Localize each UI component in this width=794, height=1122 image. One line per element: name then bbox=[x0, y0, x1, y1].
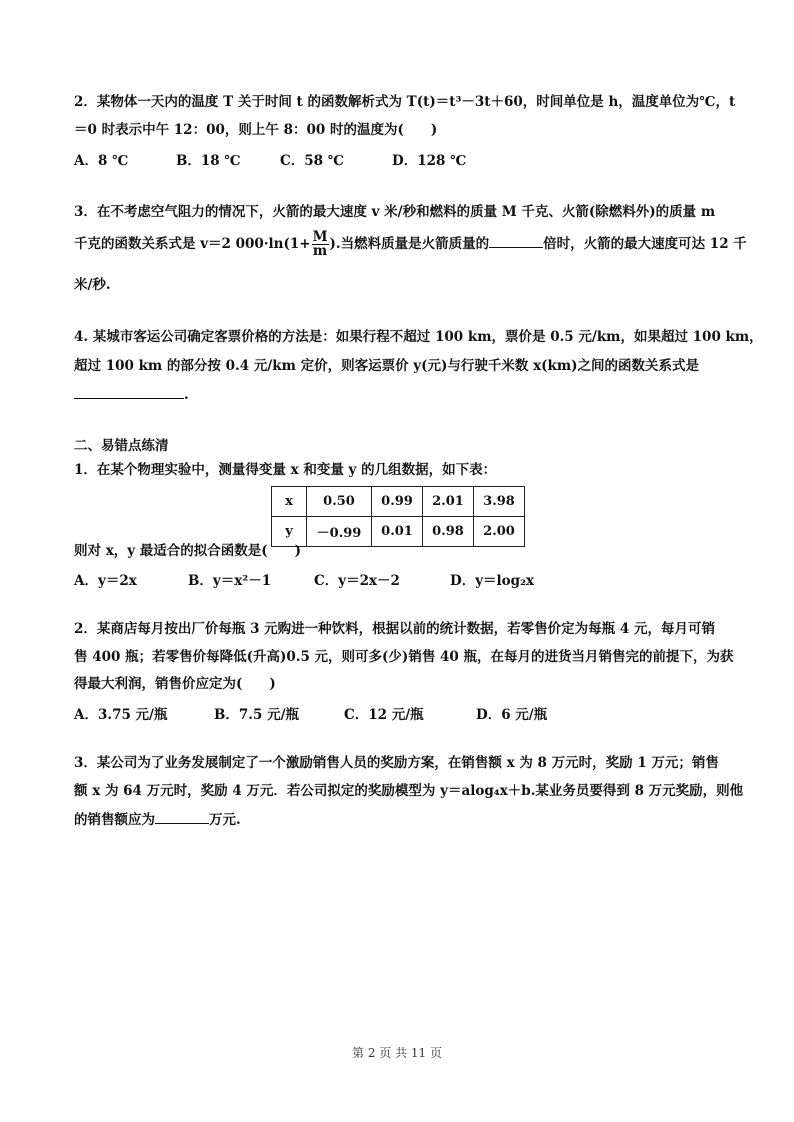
table-cell: 0.01 bbox=[372, 517, 423, 547]
page-footer: 第 2 页 共 11 页 bbox=[352, 1046, 442, 1060]
p2-option-d: D．6 元/瓶 bbox=[476, 707, 548, 723]
p3-line2: 额 x 为 64 万元时，奖励 4 万元．若公司拟定的奖励模型为 y＝alog₄x＋b.某业务员要得到 8 万元奖励，则他 bbox=[74, 783, 744, 799]
table-cell: y bbox=[272, 517, 307, 547]
table-cell: 0.99 bbox=[372, 487, 423, 517]
q2-option-a: A．8 ℃ bbox=[74, 153, 129, 169]
q2-option-d: D．128 ℃ bbox=[392, 153, 467, 169]
q2-line2: ＝0 时表示中午 12：00，则上午 8：00 时的温度为( ) bbox=[74, 122, 438, 138]
q2-line1: 2．某物体一天内的温度 T 关于时间 t 的函数解析式为 T(t)＝t³－3t＋60，时间单位是 h，温度单位为℃，t bbox=[74, 94, 736, 110]
table-cell: 2.01 bbox=[423, 487, 474, 517]
answer-blank bbox=[74, 384, 184, 399]
p3-line3-post: 万元. bbox=[209, 812, 241, 828]
data-table bbox=[271, 486, 525, 547]
p2-option-c: C．12 元/瓶 bbox=[344, 707, 424, 723]
q3-line1: 3．在不考虑空气阻力的情况下，火箭的最大速度 v 米/秒和燃料的质量 M 千克、火箭(除燃料外)的质量 m bbox=[74, 204, 716, 220]
fraction-denominator: m bbox=[312, 243, 328, 259]
p1-option-b: B．y＝x²－1 bbox=[188, 573, 272, 589]
p2-line3: 得最大利润，销售价应定为( ) bbox=[74, 676, 276, 692]
q4-line2: 超过 100 km 的部分按 0.4 元/km 定价，则客运票价 y(元)与行驶千米数 x(km)之间的函数关系式是 bbox=[74, 358, 700, 374]
p3-line1: 3．某公司为了业务发展制定了一个激励销售人员的奖励方案，在销售额 x 为 8 万元时，奖励 1 万元；销售 bbox=[74, 755, 719, 771]
table-row bbox=[272, 487, 525, 517]
p1-option-d: D．y＝log₂x bbox=[450, 573, 535, 589]
q3-line2-end: 倍时，火箭的最大速度可达 12 千 bbox=[543, 236, 747, 252]
table-cell: 3.98 bbox=[474, 487, 525, 517]
section-title: 二、易错点练清 bbox=[74, 438, 169, 454]
q4-line3-end: . bbox=[184, 387, 189, 403]
p1-option-a: A．y＝2x bbox=[74, 573, 137, 589]
table-row bbox=[272, 517, 525, 547]
p3-line3-pre: 的销售额应为 bbox=[74, 812, 155, 828]
mass-ratio-fraction bbox=[312, 231, 329, 258]
p2-line1: 2．某商店每月按出厂价每瓶 3 元购进一种饮料，根据以前的统计数据，若零售价定为每瓶 4 元，每月可销 bbox=[74, 621, 715, 637]
p1-option-c: C．y＝2x－2 bbox=[314, 573, 400, 589]
table-cell: 0.98 bbox=[423, 517, 474, 547]
fraction-numerator: M bbox=[312, 229, 328, 245]
p2-option-b: B．7.5 元/瓶 bbox=[214, 707, 300, 723]
q2-option-c: C．58 ℃ bbox=[280, 153, 344, 169]
q4-line1: 4. 某城市客运公司确定客票价格的方法是：如果行程不超过 100 km，票价是 0.5 元/km，如果超过 100 km， bbox=[74, 329, 763, 345]
table-cell: 0.50 bbox=[307, 487, 372, 517]
table-cell: －0.99 bbox=[307, 517, 372, 547]
table-cell: x bbox=[272, 487, 307, 517]
q4-line3 bbox=[74, 384, 189, 405]
q3-line2-pre: 千克的函数关系式是 v＝2 000·ln(1+ bbox=[74, 236, 311, 252]
table-cell: 2.00 bbox=[474, 517, 525, 547]
q3-line2 bbox=[74, 231, 747, 258]
p2-option-a: A．3.75 元/瓶 bbox=[74, 707, 168, 723]
q3-line2-post: ).当燃料质量是火箭质量的 bbox=[329, 236, 490, 252]
q2-option-b: B．18 ℃ bbox=[176, 153, 241, 169]
answer-blank bbox=[489, 233, 543, 248]
q3-line3: 米/秒. bbox=[74, 277, 111, 293]
p1-line1: 1．在某个物理实验中，测量得变量 x 和变量 y 的几组数据，如下表： bbox=[74, 462, 497, 478]
p3-line3 bbox=[74, 809, 241, 830]
p1-line2: 则对 x，y 最适合的拟合函数是( ) bbox=[74, 543, 302, 559]
p2-line2: 售 400 瓶；若零售价每降低(升高)0.5 元，则可多(少)销售 40 瓶，在每月的进货当月销售完的前提下，为获 bbox=[74, 649, 734, 665]
answer-blank bbox=[155, 809, 209, 824]
